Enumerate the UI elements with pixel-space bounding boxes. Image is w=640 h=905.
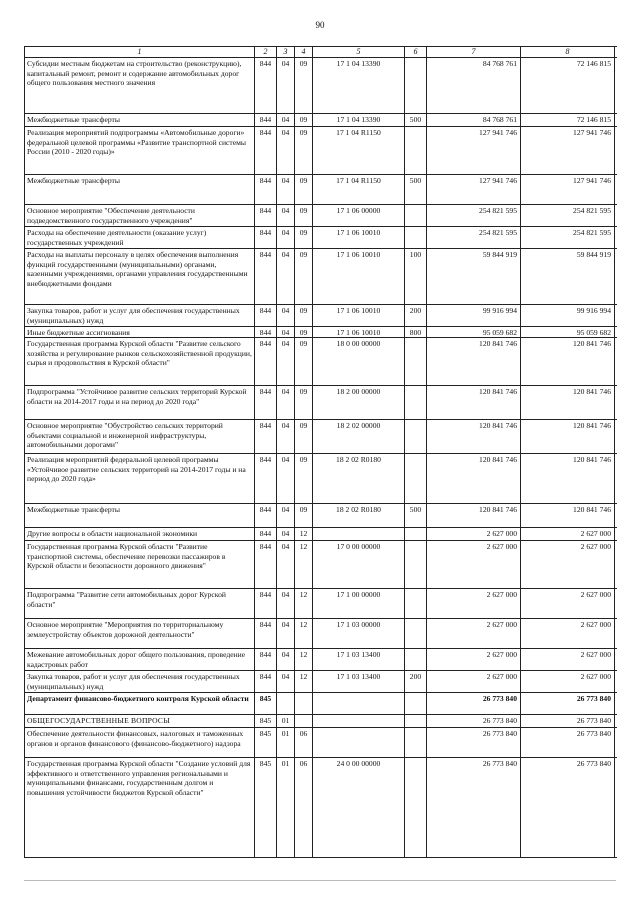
- row-section-code: 04: [277, 541, 295, 588]
- row-section-code: 04: [277, 327, 295, 337]
- row-expense-type: [405, 454, 427, 503]
- row-expense-type: [405, 619, 427, 648]
- row-subsection-code: 06: [295, 728, 313, 757]
- table-row: [25, 58, 617, 114]
- row-name: Подпрограмма "Устойчивое развитие сельских территорий Курской области на 2014-2017 годы и на период до 2020 года": [25, 386, 255, 419]
- row-ved-code: 844: [255, 619, 277, 648]
- row-expense-type: [405, 728, 427, 757]
- row-section-code: 04: [277, 504, 295, 527]
- row-ved-code: 844: [255, 127, 277, 174]
- table-row: [25, 305, 617, 327]
- row-subsection-code: [295, 715, 313, 727]
- row-amount-col8: 95 059 682: [521, 327, 615, 337]
- row-amount-col8: 59 844 919: [521, 249, 615, 304]
- row-target-code: [313, 715, 405, 727]
- row-ved-code: 844: [255, 589, 277, 618]
- row-ved-code: 844: [255, 227, 277, 248]
- row-amount-col7: 254 821 595: [427, 205, 521, 226]
- row-expense-type: 500: [405, 114, 427, 126]
- row-amount-col8: 26 773 840: [521, 758, 615, 857]
- row-name: Основное мероприятие "Обустройство сельских территорий объектами социальной и инженерной инфраструктуры, автомобильными дорогами": [25, 420, 255, 453]
- row-name: Государственная программа Курской области "Создание условий для эффективного и ответственного управления региональными и муниципальными финансами, государственным долгом и повышения устойчивости бюджетов Курской области": [25, 758, 255, 857]
- table-row: [25, 386, 617, 420]
- row-amount-col7: 84 768 761: [427, 114, 521, 126]
- row-amount-col7: 2 627 000: [427, 541, 521, 588]
- row-expense-type: 100: [405, 249, 427, 304]
- row-expense-type: [405, 58, 427, 113]
- row-ved-code: 844: [255, 58, 277, 113]
- row-section-code: 01: [277, 715, 295, 727]
- row-expense-type: 500: [405, 175, 427, 204]
- row-name: ОБЩЕГОСУДАРСТВЕННЫЕ ВОПРОСЫ: [25, 715, 255, 727]
- row-target-code: 17 1 04 R1150: [313, 175, 405, 204]
- row-target-code: 17 1 03 00000: [313, 619, 405, 648]
- row-section-code: 01: [277, 758, 295, 857]
- row-subsection-code: 09: [295, 327, 313, 337]
- row-expense-type: [405, 528, 427, 540]
- row-ved-code: 844: [255, 454, 277, 503]
- row-ved-code: 844: [255, 249, 277, 304]
- row-name: Реализация мероприятий федеральной целевой программы «Устойчивое развитие сельских территорий на 2014-2017 годы и на период до 2020 года»: [25, 454, 255, 503]
- row-name: Закупка товаров, работ и услуг для обеспечения государственных (муниципальных) нужд: [25, 671, 255, 692]
- table-row: [25, 649, 617, 671]
- row-amount-col7: 127 941 746: [427, 175, 521, 204]
- row-amount-col8: 127 941 746: [521, 175, 615, 204]
- row-subsection-code: 09: [295, 227, 313, 248]
- row-target-code: 18 2 00 00000: [313, 386, 405, 419]
- row-expense-type: [405, 127, 427, 174]
- row-amount-col7: 2 627 000: [427, 649, 521, 670]
- table-row: [25, 327, 617, 338]
- row-section-code: 04: [277, 175, 295, 204]
- row-amount-col8: 2 627 000: [521, 619, 615, 648]
- row-amount-col8: 2 627 000: [521, 649, 615, 670]
- row-target-code: 18 2 02 00000: [313, 420, 405, 453]
- row-target-code: 24 0 00 00000: [313, 758, 405, 857]
- row-subsection-code: 09: [295, 305, 313, 326]
- row-ved-code: 845: [255, 693, 277, 714]
- row-amount-col8: 254 821 595: [521, 227, 615, 248]
- header-cell: 6: [405, 47, 427, 57]
- row-target-code: 17 0 00 00000: [313, 541, 405, 588]
- row-expense-type: [405, 589, 427, 618]
- row-amount-col7: 254 821 595: [427, 227, 521, 248]
- row-target-code: 18 0 00 00000: [313, 338, 405, 385]
- row-ved-code: 844: [255, 386, 277, 419]
- row-target-code: [313, 728, 405, 757]
- row-amount-col8: 2 627 000: [521, 671, 615, 692]
- row-amount-col8: 26 773 840: [521, 693, 615, 714]
- row-section-code: 01: [277, 728, 295, 757]
- row-amount-col7: 26 773 840: [427, 728, 521, 757]
- row-ved-code: 844: [255, 420, 277, 453]
- row-target-code: 17 1 04 13390: [313, 58, 405, 113]
- row-amount-col7: 26 773 840: [427, 758, 521, 857]
- header-cell: 3: [277, 47, 295, 57]
- row-target-code: 17 1 04 13390: [313, 114, 405, 126]
- row-amount-col8: 26 773 840: [521, 715, 615, 727]
- table-row: [25, 541, 617, 589]
- row-amount-col8: 120 841 746: [521, 420, 615, 453]
- row-name: Иные бюджетные ассигнования: [25, 327, 255, 337]
- row-amount-col8: 254 821 595: [521, 205, 615, 226]
- row-section-code: 04: [277, 249, 295, 304]
- row-section-code: 04: [277, 619, 295, 648]
- row-ved-code: 845: [255, 728, 277, 757]
- row-name: Основное мероприятие "Мероприятия по территориальному землеустройству объектов дорожной деятельности": [25, 619, 255, 648]
- row-amount-col8: 72 146 815: [521, 58, 615, 113]
- row-subsection-code: 12: [295, 671, 313, 692]
- row-section-code: 04: [277, 386, 295, 419]
- row-subsection-code: 09: [295, 249, 313, 304]
- row-section-code: 04: [277, 227, 295, 248]
- row-expense-type: [405, 649, 427, 670]
- table-body: [25, 58, 617, 858]
- row-amount-col7: 120 841 746: [427, 386, 521, 419]
- row-section-code: 04: [277, 420, 295, 453]
- row-name: Другие вопросы в области национальной экономики: [25, 528, 255, 540]
- row-target-code: 17 1 06 10010: [313, 305, 405, 326]
- row-expense-type: [405, 227, 427, 248]
- row-target-code: 17 1 03 13400: [313, 649, 405, 670]
- table-row: [25, 693, 617, 715]
- row-section-code: 04: [277, 528, 295, 540]
- row-ved-code: 844: [255, 205, 277, 226]
- table-row: [25, 338, 617, 386]
- row-amount-col8: 2 627 000: [521, 541, 615, 588]
- row-subsection-code: 09: [295, 386, 313, 419]
- row-name: Межбюджетные трансферты: [25, 114, 255, 126]
- row-section-code: 04: [277, 127, 295, 174]
- row-amount-col8: 120 841 746: [521, 338, 615, 385]
- row-name: Реализация мероприятий подпрограммы «Автомобильные дороги» федеральной целевой программы «Развитие транспортной системы России (2010 - 2020 годы)»: [25, 127, 255, 174]
- row-subsection-code: 09: [295, 454, 313, 503]
- table-row: [25, 504, 617, 528]
- row-subsection-code: [295, 693, 313, 714]
- header-cell: 8: [521, 47, 615, 57]
- table-row: [25, 420, 617, 454]
- row-ved-code: 845: [255, 758, 277, 857]
- row-name: Расходы на выплаты персоналу в целях обеспечения выполнения функций государственными (муниципальными) органами, казенными учреждениями, органами управления государственными внебюджетными фондами: [25, 249, 255, 304]
- row-name: Расходы на обеспечение деятельности (оказание услуг) государственных учреждений: [25, 227, 255, 248]
- header-cell: 7: [427, 47, 521, 57]
- row-section-code: 04: [277, 114, 295, 126]
- row-section-code: 04: [277, 454, 295, 503]
- row-name: Межбюджетные трансферты: [25, 504, 255, 527]
- row-target-code: 18 2 02 R0180: [313, 454, 405, 503]
- row-expense-type: [405, 420, 427, 453]
- row-amount-col7: 120 841 746: [427, 420, 521, 453]
- row-ved-code: 844: [255, 649, 277, 670]
- row-ved-code: 844: [255, 541, 277, 588]
- row-ved-code: 844: [255, 305, 277, 326]
- header-cell: 5: [313, 47, 405, 57]
- row-expense-type: 800: [405, 327, 427, 337]
- table-row: [25, 114, 617, 127]
- header-cell: 2: [255, 47, 277, 57]
- row-amount-col7: 26 773 840: [427, 715, 521, 727]
- row-name: Государственная программа Курской области "Развитие транспортной системы, обеспечение перевозки пассажиров в Курской области и безопасности дорожного движения": [25, 541, 255, 588]
- row-amount-col8: 72 146 815: [521, 114, 615, 126]
- row-subsection-code: 06: [295, 758, 313, 857]
- row-expense-type: [405, 715, 427, 727]
- row-ved-code: 845: [255, 715, 277, 727]
- page-number: 90: [315, 20, 325, 30]
- row-target-code: 17 1 06 00000: [313, 205, 405, 226]
- row-subsection-code: 09: [295, 338, 313, 385]
- row-amount-col7: 2 627 000: [427, 619, 521, 648]
- header-cell: 4: [295, 47, 313, 57]
- row-target-code: 17 1 03 13400: [313, 671, 405, 692]
- row-subsection-code: 09: [295, 504, 313, 527]
- row-name: Межевание автомобильных дорог общего пользования, проведение кадастровых работ: [25, 649, 255, 670]
- row-section-code: 04: [277, 305, 295, 326]
- table-row: [25, 589, 617, 619]
- row-ved-code: 844: [255, 175, 277, 204]
- row-subsection-code: 12: [295, 528, 313, 540]
- row-amount-col7: 2 627 000: [427, 589, 521, 618]
- row-amount-col7: 95 059 682: [427, 327, 521, 337]
- row-subsection-code: 12: [295, 649, 313, 670]
- row-amount-col7: 99 916 994: [427, 305, 521, 326]
- row-target-code: [313, 528, 405, 540]
- row-expense-type: [405, 205, 427, 226]
- row-amount-col7: 2 627 000: [427, 528, 521, 540]
- row-section-code: 04: [277, 338, 295, 385]
- row-name: Обеспечение деятельности финансовых, налоговых и таможенных органов и органов финансового (финансово-бюджетного) надзора: [25, 728, 255, 757]
- row-target-code: 17 1 06 10010: [313, 227, 405, 248]
- table-row: [25, 671, 617, 693]
- table-row: [25, 454, 617, 504]
- row-section-code: 04: [277, 58, 295, 113]
- row-amount-col7: 59 844 919: [427, 249, 521, 304]
- row-expense-type: [405, 338, 427, 385]
- row-expense-type: [405, 693, 427, 714]
- row-target-code: 17 1 06 10010: [313, 249, 405, 304]
- row-section-code: [277, 693, 295, 714]
- row-target-code: 17 1 04 R1150: [313, 127, 405, 174]
- row-amount-col7: 120 841 746: [427, 504, 521, 527]
- row-ved-code: 844: [255, 528, 277, 540]
- table-row: [25, 127, 617, 175]
- row-target-code: 17 1 06 10010: [313, 327, 405, 337]
- row-target-code: 18 2 02 R0180: [313, 504, 405, 527]
- row-subsection-code: 12: [295, 619, 313, 648]
- row-ved-code: 844: [255, 671, 277, 692]
- row-section-code: 04: [277, 589, 295, 618]
- budget-table: [24, 46, 617, 858]
- row-amount-col8: 26 773 840: [521, 728, 615, 757]
- row-expense-type: 500: [405, 504, 427, 527]
- row-expense-type: [405, 758, 427, 857]
- row-section-code: 04: [277, 205, 295, 226]
- header-cell: 1: [25, 47, 255, 57]
- row-name: Межбюджетные трансферты: [25, 175, 255, 204]
- row-amount-col7: 127 941 746: [427, 127, 521, 174]
- row-subsection-code: 09: [295, 127, 313, 174]
- row-amount-col8: 127 941 746: [521, 127, 615, 174]
- row-name: Основное мероприятие "Обеспечение деятельности подведомственного государственного учреждения": [25, 205, 255, 226]
- row-ved-code: 844: [255, 327, 277, 337]
- page-bottom-rule: [24, 880, 616, 881]
- row-subsection-code: 12: [295, 589, 313, 618]
- table-row: [25, 528, 617, 541]
- row-subsection-code: 09: [295, 175, 313, 204]
- row-ved-code: 844: [255, 504, 277, 527]
- row-name: Закупка товаров, работ и услуг для обеспечения государственных (муниципальных) нужд: [25, 305, 255, 326]
- row-amount-col7: 2 627 000: [427, 671, 521, 692]
- row-ved-code: 844: [255, 338, 277, 385]
- row-target-code: [313, 693, 405, 714]
- table-row: [25, 175, 617, 205]
- table-row: [25, 205, 617, 227]
- row-subsection-code: 12: [295, 541, 313, 588]
- table-row: [25, 227, 617, 249]
- row-name: Государственная программа Курской области "Развитие сельского хозяйства и регулирование рынков сельскохозяйственной продукции, сырья и продовольствия в Курской области": [25, 338, 255, 385]
- row-amount-col8: 2 627 000: [521, 589, 615, 618]
- table-row: [25, 619, 617, 649]
- row-amount-col8: 120 841 746: [521, 504, 615, 527]
- row-expense-type: 200: [405, 671, 427, 692]
- row-amount-col7: 120 841 746: [427, 338, 521, 385]
- table-row: [25, 728, 617, 758]
- table-header-row: [25, 47, 617, 58]
- table-row: [25, 249, 617, 305]
- row-name: Департамент финансово-бюджетного контроля Курской области: [25, 693, 255, 714]
- row-amount-col8: 120 841 746: [521, 454, 615, 503]
- row-amount-col8: 2 627 000: [521, 528, 615, 540]
- row-name: Субсидии местным бюджетам на строительство (реконструкцию), капитальный ремонт, ремонт и содержание автомобильных дорог общего пользования местного значения: [25, 58, 255, 113]
- row-amount-col7: 84 768 761: [427, 58, 521, 113]
- row-section-code: 04: [277, 671, 295, 692]
- row-section-code: 04: [277, 649, 295, 670]
- row-ved-code: 844: [255, 114, 277, 126]
- table-row: [25, 715, 617, 728]
- row-name: Подпрограмма "Развитие сети автомобильных дорог Курской области": [25, 589, 255, 618]
- row-expense-type: 200: [405, 305, 427, 326]
- row-amount-col7: 120 841 746: [427, 454, 521, 503]
- row-subsection-code: 09: [295, 58, 313, 113]
- row-amount-col8: 99 916 994: [521, 305, 615, 326]
- row-subsection-code: 09: [295, 114, 313, 126]
- row-amount-col8: 120 841 746: [521, 386, 615, 419]
- row-expense-type: [405, 541, 427, 588]
- row-target-code: 17 1 00 00000: [313, 589, 405, 618]
- row-subsection-code: 09: [295, 420, 313, 453]
- row-subsection-code: 09: [295, 205, 313, 226]
- row-amount-col7: 26 773 840: [427, 693, 521, 714]
- table-row: [25, 758, 617, 858]
- row-expense-type: [405, 386, 427, 419]
